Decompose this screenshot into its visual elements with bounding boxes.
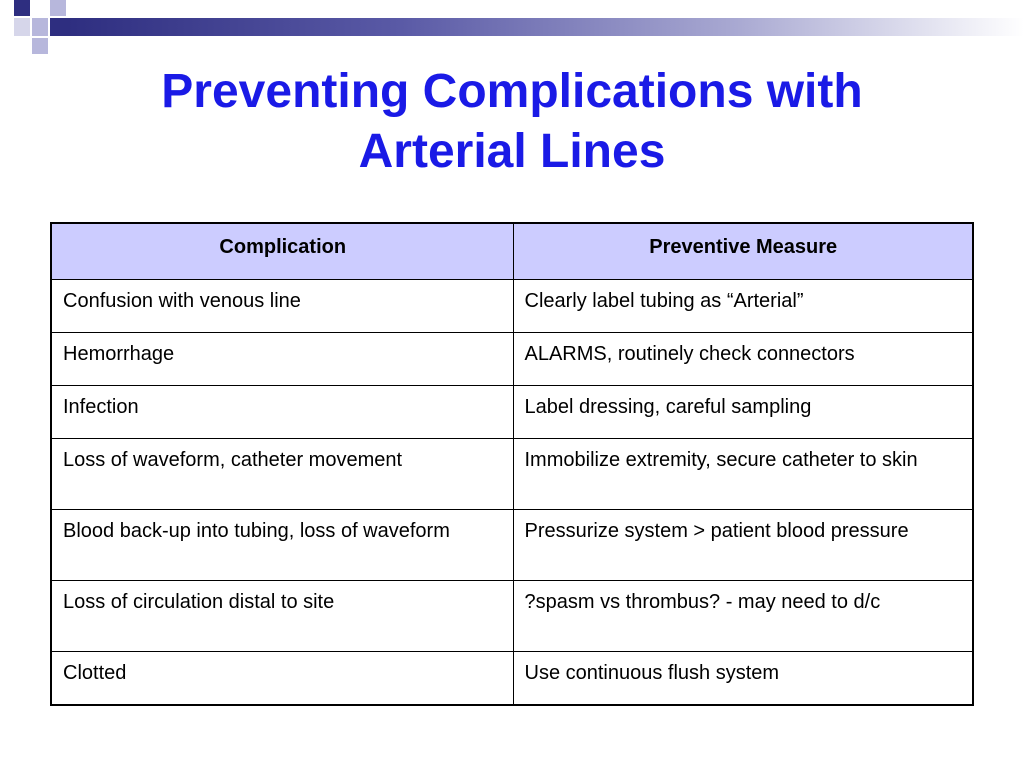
measure-cell: ALARMS, routinely check connectors: [513, 333, 973, 386]
deco-square: [14, 0, 30, 16]
table-row: [51, 439, 973, 510]
header-complication: Complication: [51, 223, 513, 280]
deco-square: [32, 38, 48, 54]
title-line-2: Arterial Lines: [358, 125, 666, 178]
measure-cell: Use continuous flush system: [513, 652, 973, 706]
header-preventive-measure: Preventive Measure: [513, 223, 973, 280]
table-row: [51, 280, 973, 333]
deco-square: [50, 0, 66, 16]
header-decoration: [0, 0, 1024, 60]
table-row: [51, 652, 973, 706]
deco-square: [14, 18, 30, 36]
measure-cell: ?spasm vs thrombus? - may need to d/c: [513, 581, 973, 652]
complication-cell: Loss of circulation distal to site: [51, 581, 513, 652]
table-row: [51, 386, 973, 439]
measure-cell: Immobilize extremity, secure catheter to skin: [513, 439, 973, 510]
table-row: [51, 510, 973, 581]
table-row: [51, 333, 973, 386]
deco-square: [50, 18, 66, 36]
complication-cell: Blood back-up into tubing, loss of waveform: [51, 510, 513, 581]
table-row: [51, 581, 973, 652]
measure-cell: Pressurize system > patient blood pressure: [513, 510, 973, 581]
measure-cell: Clearly label tubing as “Arterial”: [513, 280, 973, 333]
deco-square: [32, 18, 48, 36]
slide-title: [0, 62, 1024, 182]
complication-cell: Clotted: [51, 652, 513, 706]
complication-cell: Hemorrhage: [51, 333, 513, 386]
complication-cell: Loss of waveform, catheter movement: [51, 439, 513, 510]
deco-gradient-bar: [66, 18, 1024, 36]
complications-table: [50, 222, 974, 706]
complication-cell: Confusion with venous line: [51, 280, 513, 333]
measure-cell: Label dressing, careful sampling: [513, 386, 973, 439]
complication-cell: Infection: [51, 386, 513, 439]
title-line-1: Preventing Complications with: [161, 65, 863, 118]
table-header-row: [51, 223, 973, 280]
